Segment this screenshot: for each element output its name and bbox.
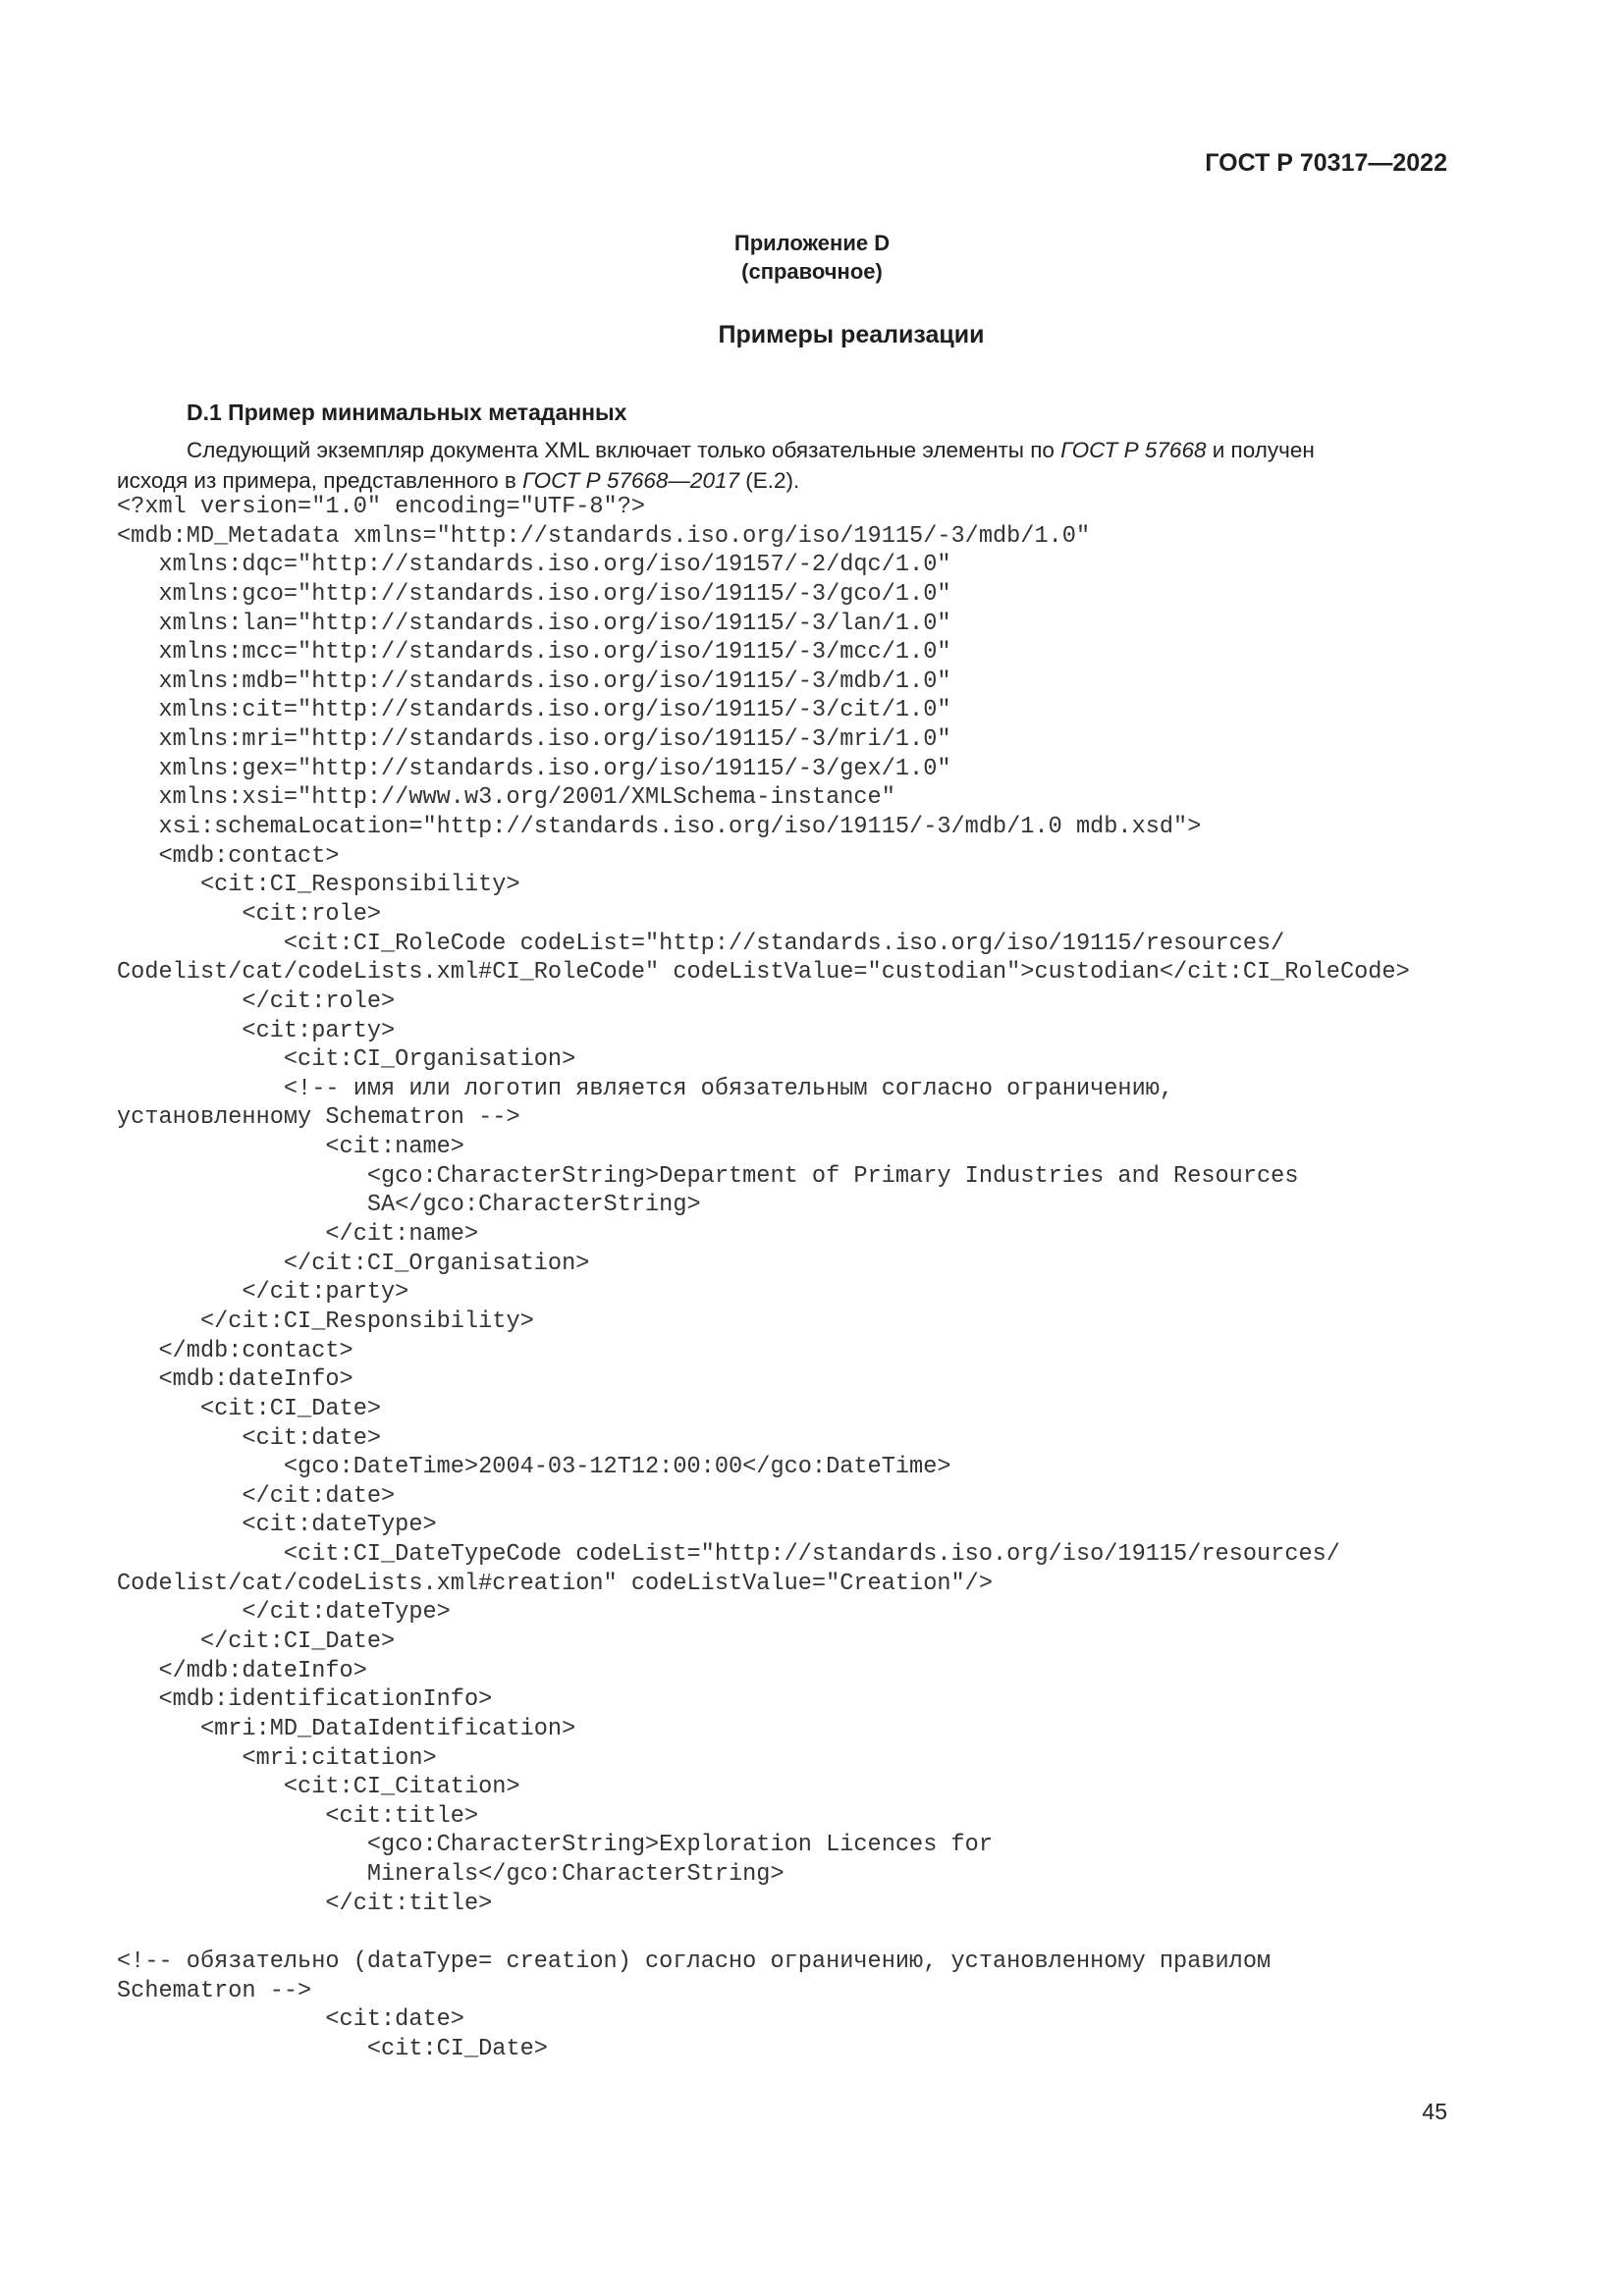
- intro-paragraph: [117, 435, 1452, 496]
- code-line: <mri:MD_DataIdentification>: [117, 1715, 576, 1742]
- code-line: <!-- обязательно (dataType= creation) согласно ограничению, установленному правилом: [117, 1949, 1272, 1976]
- code-line: xmlns:dqc="http://standards.iso.org/iso/19157/-2/dqc/1.0": [117, 552, 951, 579]
- code-line: <!-- имя или логотип является обязательным согласно ограничению,: [117, 1075, 1174, 1102]
- appendix-heading: [0, 229, 1624, 286]
- code-line: xmlns:cit="http://standards.iso.org/iso/19115/-3/cit/1.0": [117, 697, 951, 724]
- code-line: <cit:CI_DateTypeCode codeList="http://standards.iso.org/iso/19115/resources/: [117, 1541, 1340, 1569]
- code-line: </cit:CI_Organisation>: [117, 1250, 590, 1277]
- code-line: Codelist/cat/codeLists.xml#creation" codeListValue="Creation"/>: [117, 1570, 993, 1597]
- code-line: xmlns:lan="http://standards.iso.org/iso/19115/-3/lan/1.0": [117, 610, 951, 637]
- code-line: <gco:CharacterString>Exploration Licences for: [117, 1832, 993, 1859]
- code-line: <cit:date>: [117, 2006, 464, 2034]
- intro-reference-2: ГОСТ Р 57668—2017: [522, 468, 739, 493]
- intro-text-3: исходя из примера, представленного в: [117, 468, 523, 493]
- section-heading: D.1 Пример минимальных метаданных: [187, 400, 627, 425]
- code-line: Minerals</gco:CharacterString>: [117, 1861, 785, 1889]
- code-line: xmlns:mdb="http://standards.iso.org/iso/19115/-3/mdb/1.0": [117, 667, 951, 695]
- intro-text-1: Следующий экземпляр документа XML включает только обязательные элементы по: [187, 438, 1061, 462]
- code-line: </cit:dateType>: [117, 1599, 451, 1627]
- page-number: 45: [1422, 2099, 1447, 2124]
- appendix-type: (справочное): [741, 259, 883, 284]
- code-line: </mdb:contact>: [117, 1337, 353, 1364]
- code-line: <cit:role>: [117, 900, 382, 928]
- code-line: <mdb:dateInfo>: [117, 1366, 353, 1394]
- code-line: <cit:CI_RoleCode codeList="http://standards.iso.org/iso/19115/resources/: [117, 930, 1285, 957]
- code-line: <mdb:MD_Metadata xmlns="http://standards.iso.org/iso/19115/-3/mdb/1.0": [117, 522, 1091, 550]
- code-line: <mri:citation>: [117, 1744, 437, 1772]
- appendix-label: Приложение D: [733, 231, 891, 255]
- code-line: <cit:CI_Citation>: [117, 1774, 520, 1801]
- code-line: </mdb:dateInfo>: [117, 1657, 367, 1684]
- standard-designation: ГОСТ Р 70317—2022: [1205, 149, 1447, 177]
- code-line: </cit:role>: [117, 988, 396, 1015]
- code-line: <cit:date>: [117, 1424, 382, 1452]
- code-line: </cit:title>: [117, 1890, 493, 1917]
- code-line: xsi:schemaLocation="http://standards.iso.org/iso/19115/-3/mdb/1.0 mdb.xsd">: [117, 814, 1202, 841]
- code-line: <cit:CI_Organisation>: [117, 1046, 576, 1074]
- code-line: xmlns:xsi="http://www.w3.org/2001/XMLSchema-instance": [117, 784, 895, 812]
- code-line: </cit:party>: [117, 1279, 409, 1307]
- code-line: </cit:date>: [117, 1482, 396, 1510]
- intro-text-4: (E.2).: [738, 468, 800, 493]
- code-line: </cit:CI_Responsibility>: [117, 1308, 534, 1335]
- code-line: <gco:DateTime>2004-03-12T12:00:00</gco:DateTime>: [117, 1454, 951, 1481]
- code-line: xmlns:mri="http://standards.iso.org/iso/19115/-3/mri/1.0": [117, 726, 951, 754]
- code-line: <gco:CharacterString>Department of Primary Industries and Resources: [117, 1162, 1299, 1190]
- code-line: <cit:title>: [117, 1802, 479, 1830]
- code-line: <cit:name>: [117, 1134, 464, 1161]
- code-line: </cit:name>: [117, 1221, 479, 1249]
- code-line: xmlns:mcc="http://standards.iso.org/iso/19115/-3/mcc/1.0": [117, 639, 951, 667]
- page-title: Примеры реализации: [718, 321, 985, 348]
- code-line: установленному Schematron -->: [117, 1104, 520, 1132]
- intro-reference-1: ГОСТ Р 57668: [1060, 438, 1207, 462]
- code-line: <cit:party>: [117, 1017, 396, 1044]
- code-line: xmlns:gex="http://standards.iso.org/iso/19115/-3/gex/1.0": [117, 755, 951, 782]
- code-line: xmlns:gco="http://standards.iso.org/iso/19115/-3/gco/1.0": [117, 580, 951, 608]
- intro-text-2: и получен: [1206, 438, 1315, 462]
- code-line: <cit:CI_Date>: [117, 2035, 548, 2062]
- xml-code-block: [117, 493, 1410, 2064]
- code-line: <cit:CI_Responsibility>: [117, 872, 520, 899]
- code-line: Schematron -->: [117, 1977, 312, 2004]
- code-line: <mdb:contact>: [117, 842, 340, 870]
- code-line: <cit:dateType>: [117, 1512, 437, 1539]
- code-line: <mdb:identificationInfo>: [117, 1686, 493, 1714]
- code-line: <?xml version="1.0" encoding="UTF-8"?>: [117, 494, 646, 520]
- code-line: SA</gco:CharacterString>: [117, 1192, 701, 1219]
- code-line: Codelist/cat/codeLists.xml#CI_RoleCode" codeListValue="custodian">custodian</cit:CI_RoleCode>: [117, 959, 1410, 987]
- code-line: [117, 1918, 1410, 1948]
- code-line: <cit:CI_Date>: [117, 1395, 382, 1422]
- code-line: </cit:CI_Date>: [117, 1628, 396, 1655]
